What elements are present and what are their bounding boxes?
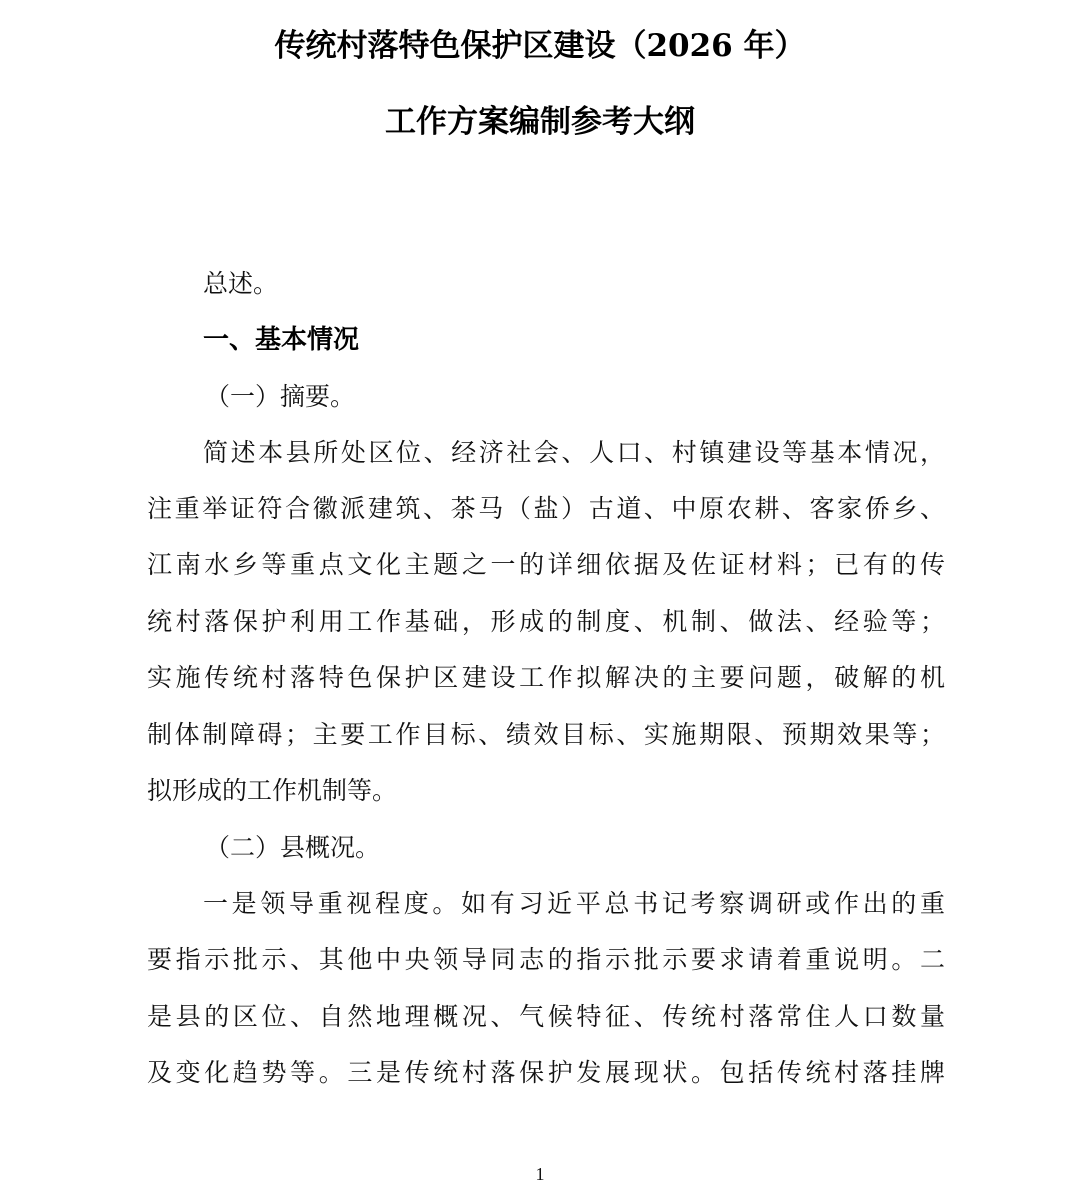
subsection-heading-summary: （一）摘要。 (205, 382, 356, 411)
subsection-heading-county-overview: （二）县概况。 (205, 833, 381, 862)
paragraph-line: 制体制障碍；主要工作目标、绩效目标、实施期限、预期效果等； (147, 720, 945, 749)
page-number: 1 (535, 1164, 545, 1184)
section-heading-basic-info: 一、基本情况 (203, 325, 360, 355)
paragraph-line: 及变化趋势等。三是传统村落保护发展现状。包括传统村落挂牌 (147, 1058, 945, 1087)
paragraph-line: 是县的区位、自然地理概况、气候特征、传统村落常住人口数量 (147, 1002, 945, 1031)
document-title-line-1: 传统村落特色保护区建设（2026 年） (274, 28, 806, 64)
overview-text: 总述。 (203, 269, 279, 298)
paragraph-line: 江南水乡等重点文化主题之一的详细依据及佐证材料；已有的传 (147, 550, 945, 579)
paragraph-line: 拟形成的工作机制等。 (147, 776, 398, 805)
paragraph-line: 注重举证符合徽派建筑、茶马（盐）古道、中原农耕、客家侨乡、 (147, 494, 945, 523)
paragraph-line: 实施传统村落特色保护区建设工作拟解决的主要问题，破解的机 (147, 663, 945, 692)
paragraph-line: 统村落保护利用工作基础，形成的制度、机制、做法、经验等； (147, 607, 945, 636)
paragraph-line: 简述本县所处区位、经济社会、人口、村镇建设等基本情况， (203, 438, 945, 467)
paragraph-line: 要指示批示、其他中央领导同志的指示批示要求请着重说明。二 (147, 945, 945, 974)
document-title-line-2: 工作方案编制参考大纲 (385, 104, 695, 140)
paragraph-line: 一是领导重视程度。如有习近平总书记考察调研或作出的重 (203, 889, 945, 918)
